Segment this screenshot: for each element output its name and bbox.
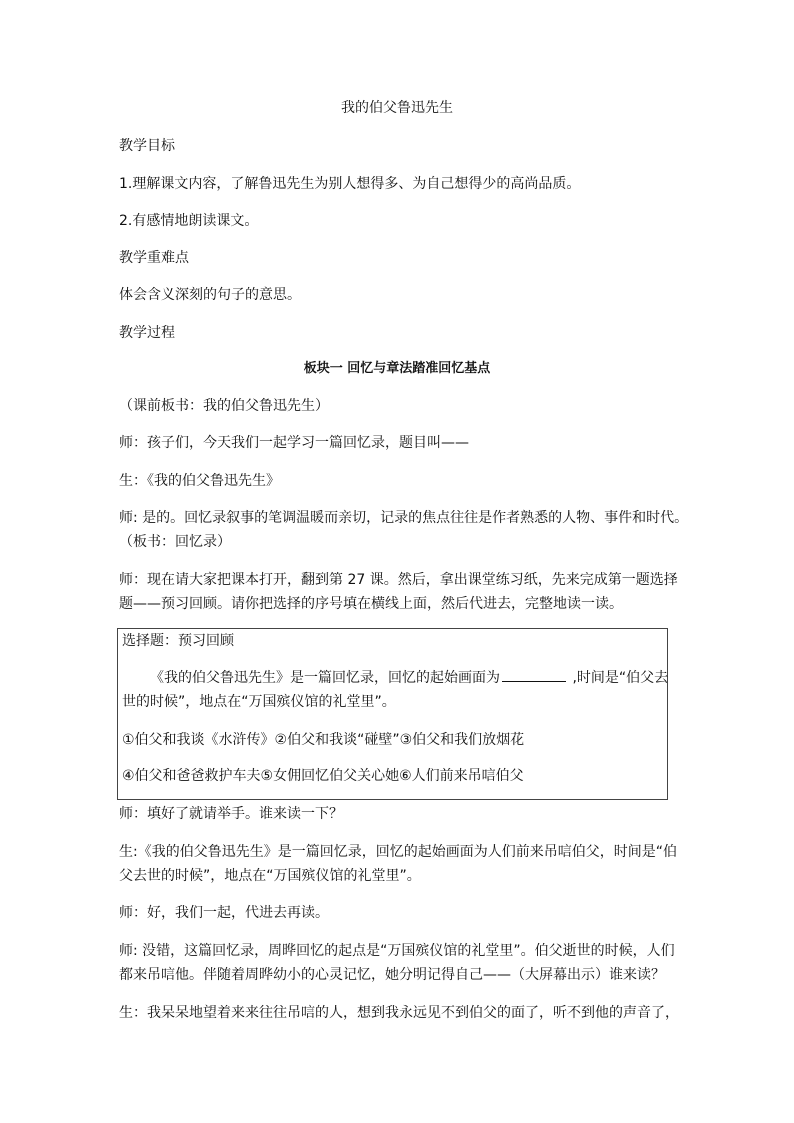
teacher-line-3a: 师：现在请大家把课本打开，翻到第 27 课。然后，拿出课堂练习纸，先来完成第一题选择 [119, 572, 678, 588]
exercise-sentence-line-2: 世的时候”，地点在“万国殡仪馆的礼堂里”。 [122, 694, 396, 710]
teacher-line-4: 师：填好了就请举手。谁来读一下？ [119, 806, 343, 822]
teacher-line-5: 师：好，我们一起，代进去再读。 [119, 905, 329, 921]
section-1-heading: 板块一 回忆与章法踏准回忆基点 [303, 361, 491, 376]
student-line-2a: 生:《我的伯父鲁迅先生》是一篇回忆录，回忆的起始画面为人们前来吊唁伯父，时间是“伯 [119, 844, 677, 860]
objectives-heading: 教学目标 [119, 138, 175, 154]
teacher-line-2a: 师: 是的。回忆录叙事的笔调温暖而亲切，记录的焦点往往是作者熟悉的人物、事件和时代。 [119, 510, 689, 526]
exercise-options-row-1: ①伯父和我谈《水浒传》②伯父和我谈“碰壁”③伯父和我们放烟花 [122, 732, 525, 748]
student-line-2b: 父去世的时候”，地点在“万国殡仪馆的礼堂里”。 [119, 868, 421, 884]
board-note: （课前板书：我的伯父鲁迅先生） [119, 398, 329, 414]
teacher-line-1: 师：孩子们，今天我们一起学习一篇回忆录，题目叫—— [119, 435, 469, 451]
student-line-1: 生：《我的伯父鲁迅先生》 [119, 473, 280, 489]
exercise-options-row-2: ④伯父和爸爸救护车夫⑤女佣回忆伯父关心她⑥人们前来吊唁伯父 [122, 768, 524, 784]
document-title: 我的伯父鲁迅先生 [341, 100, 453, 116]
teacher-line-3b: 题——预习回顾。请你把选择的序号填在横线上面，然后代进去，完整地读一读。 [119, 596, 623, 612]
teacher-line-2b: （板书：回忆录） [119, 534, 231, 550]
key-points-text: 体会含义深刻的句子的意思。 [119, 287, 301, 303]
teacher-line-6b: 都来吊唁他。伴随着周晔幼小的心灵记忆，她分明记得自己——（大屏幕出示）谁来读？ [119, 967, 665, 983]
exercise-heading: 选择题：预习回顾 [122, 633, 234, 649]
student-line-3: 生：我呆呆地望着来来往往吊唁的人，想到我永远见不到伯父的面了，听不到他的声音了， [119, 1005, 679, 1021]
objective-1: 1.理解课文内容，了解鲁迅先生为别人想得多、为自己想得少的高尚品质。 [119, 176, 581, 192]
exercise-sentence-part-2: ,时间是“伯父去 [568, 670, 669, 686]
exercise-box [117, 628, 668, 800]
exercise-sentence-part-1: 《我的伯父鲁迅先生》是一篇回忆录，回忆的起始画面为 [150, 670, 500, 686]
answer-blank[interactable] [502, 667, 566, 682]
process-heading: 教学过程 [119, 325, 175, 341]
teacher-line-6a: 师: 没错，这篇回忆录，周晔回忆的起点是“万国殡仪馆的礼堂里”。伯父逝世的时候，人们 [119, 943, 675, 959]
key-points-heading: 教学重难点 [119, 250, 189, 266]
objective-2: 2.有感情地朗读课文。 [119, 213, 259, 229]
exercise-sentence-line-1 [122, 667, 668, 688]
